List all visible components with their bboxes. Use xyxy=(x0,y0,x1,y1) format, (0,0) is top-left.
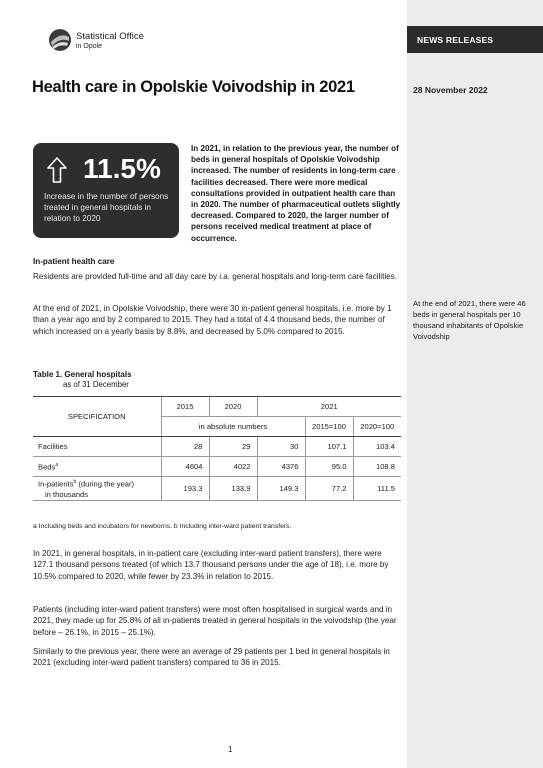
side-note: At the end of 2021, there were 46 beds in general hospitals per 10 thousand inhabitants of Opolskie Voivodship xyxy=(413,299,526,341)
key-figure-value: 11.5% xyxy=(83,153,161,184)
table-cell: 28 xyxy=(161,437,209,457)
general-hospitals-table xyxy=(33,396,401,501)
table-cell: 193.3 xyxy=(161,477,209,501)
table-row xyxy=(33,477,401,501)
news-releases-label: NEWS RELEASES xyxy=(407,26,543,53)
page-number: 1 xyxy=(228,745,233,754)
paragraph: At the end of 2021, in Opolskie Voivodship, there were 30 in-patient general hospitals, i.e. more by 1 than a year ago and by 2 compared to 2015. They had a total of 4.4 thousand beds, the number of which increased on a yearly basis by 8.8%, and decreased by 5.0% compared to 2015. xyxy=(33,304,392,336)
table-cell: 4376 xyxy=(257,457,305,477)
section-heading: In-patient health care xyxy=(33,257,115,266)
table-cell: 108.8 xyxy=(353,457,401,477)
paragraph: In 2021, in general hospitals, in in-patient care (excluding inter-ward patient transfers), there were 127.1 thousand persons treated (of which 13.7 thousand persons under the age of 18), i.e. more by 10.5% compared to 2020, while fewer by 23.3% in relation to 2015. xyxy=(33,549,389,581)
table-row xyxy=(33,437,401,457)
paragraph: Similarly to the previous year, there were an average of 29 patients per 1 bed in general hospitals in 2021 (excluding inter-ward patient transfers) compared to 36 in 2015. xyxy=(33,647,390,668)
footnote-marker: a xyxy=(55,461,59,468)
logo-text-line2: in Opole xyxy=(76,43,103,50)
index-header: 2015=100 xyxy=(305,417,353,437)
table-cell: 111.5 xyxy=(353,477,401,501)
table-cell: 30 xyxy=(257,437,305,457)
row-label: In-patients$^b$ (during the year) in thousands xyxy=(33,477,161,501)
lead-paragraph: In 2021, in relation to the previous year, the number of beds in general hospitals of Opolskie Voivodship increased. The number of residents in long-term care facilities decreased. There were more medical consultations provided in outpatient health care than in 2020. The number of pharmaceutical outlets slightly decreased. Compared to 2020, the larger number of persons received medical treatment at place of occurrence. xyxy=(191,144,401,243)
table-footnote: a Including beds and incubators for newborns. b Including inter-ward patient transfers. xyxy=(33,523,292,530)
table-cell: 149.3 xyxy=(257,477,305,501)
absolute-numbers-header: in absolute numbers xyxy=(161,417,305,437)
row-label: Beds$^a$ xyxy=(33,457,161,477)
row-label: Facilities xyxy=(33,437,161,457)
spec-header: SPECIFICATION xyxy=(33,397,161,437)
table-cell: 77.2 xyxy=(305,477,353,501)
logo-mark-icon xyxy=(48,28,72,52)
table-row xyxy=(33,457,401,477)
year-header: 2015 xyxy=(161,397,209,417)
table-cell: 4022 xyxy=(209,457,257,477)
table-cell: 29 xyxy=(209,437,257,457)
table-cell: 95.0 xyxy=(305,457,353,477)
table-cell: 133.9 xyxy=(209,477,257,501)
table-cell: 4604 xyxy=(161,457,209,477)
paragraph: Patients (including inter-ward patient transfers) were most often hospitalised in surgical wards and in 2021, they made up for 25.8% of all in-patients treated in general hospitals in the voivodship (the year before – 26.1%, in 2015 – 25.1%). xyxy=(33,605,397,637)
footnote-marker: b xyxy=(73,479,77,485)
paragraph: Residents are provided full-time and all day care by i.a. general hospitals and long-term care facilities. xyxy=(33,272,397,281)
statistical-office-logo[interactable] xyxy=(48,28,148,62)
year-header: 2021 xyxy=(257,397,401,417)
key-figure-box xyxy=(33,143,179,238)
arrow-up-icon xyxy=(47,157,67,183)
logo-text-line1: Statistical Office xyxy=(76,31,144,42)
page-title: Health care in Opolskie Voivodship in 2021 xyxy=(32,78,355,96)
table-caption: Table 1. General hospitals xyxy=(33,370,132,379)
release-date: 28 November 2022 xyxy=(413,85,488,95)
index-header: 2020=100 xyxy=(353,417,401,437)
table-subcaption: as of 31 December xyxy=(63,380,129,389)
right-sidebar xyxy=(407,0,543,768)
year-header: 2020 xyxy=(209,397,257,417)
table-cell: 103.4 xyxy=(353,437,401,457)
key-figure-caption: Increase in the number of persons treated in general hospitals in relation to 2020 xyxy=(44,192,169,223)
table-cell: 107.1 xyxy=(305,437,353,457)
